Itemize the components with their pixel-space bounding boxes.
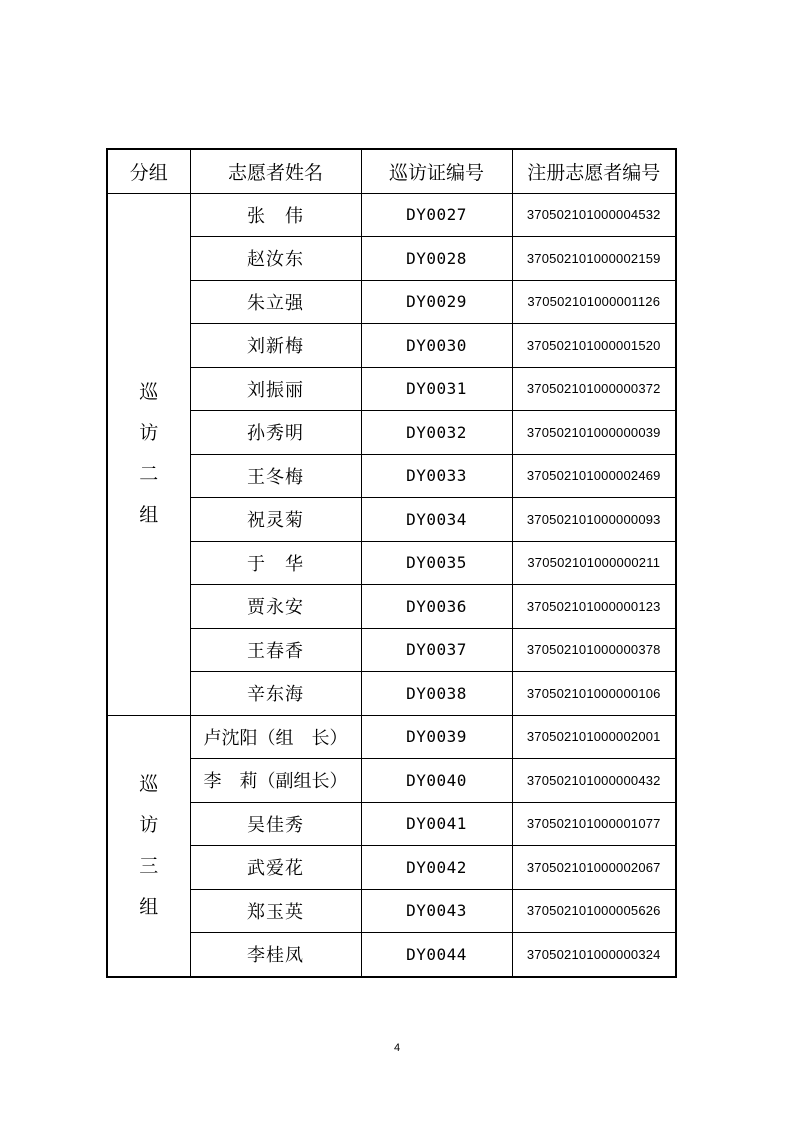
visit-card-number: DY0042	[361, 846, 512, 890]
table-row	[107, 585, 676, 629]
volunteer-name: 贾永安	[190, 585, 361, 629]
visit-card-number: DY0037	[361, 628, 512, 672]
table-row	[107, 237, 676, 281]
volunteer-name: 辛东海	[190, 672, 361, 716]
table-row	[107, 541, 676, 585]
registered-volunteer-number: 370502101000004532	[512, 193, 676, 237]
visit-card-number: DY0034	[361, 498, 512, 542]
roster-body	[107, 193, 676, 977]
registered-volunteer-number: 370502101000000123	[512, 585, 676, 629]
table-row	[107, 324, 676, 368]
visit-card-number: DY0032	[361, 411, 512, 455]
page-number: 4	[393, 1042, 401, 1054]
registered-volunteer-number: 370502101000001126	[512, 280, 676, 324]
registered-volunteer-number: 370502101000000093	[512, 498, 676, 542]
visit-card-number: DY0041	[361, 802, 512, 846]
table-row	[107, 759, 676, 803]
registered-volunteer-number: 370502101000000372	[512, 367, 676, 411]
table-row	[107, 411, 676, 455]
visit-card-number: DY0043	[361, 889, 512, 933]
group-label	[107, 193, 190, 715]
visit-card-number: DY0044	[361, 933, 512, 977]
volunteer-name: 王冬梅	[190, 454, 361, 498]
volunteer-name: 卢沈阳（组 长）	[190, 715, 361, 759]
table-row	[107, 193, 676, 237]
table-row	[107, 715, 676, 759]
volunteer-roster-table	[106, 148, 677, 978]
volunteer-name: 李 莉（副组长）	[190, 759, 361, 803]
visit-card-number: DY0028	[361, 237, 512, 281]
visit-card-number: DY0038	[361, 672, 512, 716]
volunteer-name: 朱立强	[190, 280, 361, 324]
visit-card-number: DY0040	[361, 759, 512, 803]
visit-card-number: DY0031	[361, 367, 512, 411]
volunteer-name: 刘振丽	[190, 367, 361, 411]
table-row	[107, 802, 676, 846]
registered-volunteer-number: 370502101000000432	[512, 759, 676, 803]
registered-volunteer-number: 370502101000001520	[512, 324, 676, 368]
registered-volunteer-number: 370502101000000324	[512, 933, 676, 977]
header-volunteer-name: 志愿者姓名	[190, 149, 361, 193]
group-label-char: 巡	[139, 772, 159, 795]
registered-volunteer-number: 370502101000001077	[512, 802, 676, 846]
group-label-char: 三	[139, 854, 159, 877]
volunteer-name: 于 华	[190, 541, 361, 585]
visit-card-number: DY0033	[361, 454, 512, 498]
visit-card-number: DY0029	[361, 280, 512, 324]
table-row	[107, 672, 676, 716]
volunteer-name: 郑玉英	[190, 889, 361, 933]
registered-volunteer-number: 370502101000002001	[512, 715, 676, 759]
group-label-char: 组	[139, 504, 159, 526]
visit-card-number: DY0039	[361, 715, 512, 759]
header-registered-volunteer-number: 注册志愿者编号	[512, 149, 676, 193]
table-row	[107, 454, 676, 498]
header-visit-card-number: 巡访证编号	[361, 149, 512, 193]
volunteer-name: 刘新梅	[190, 324, 361, 368]
registered-volunteer-number: 370502101000002469	[512, 454, 676, 498]
volunteer-name: 赵汝东	[190, 237, 361, 281]
group-label	[107, 715, 190, 977]
registered-volunteer-number: 370502101000000211	[512, 541, 676, 585]
group-label-char: 组	[139, 895, 159, 918]
table-row	[107, 933, 676, 977]
volunteer-name: 王春香	[190, 628, 361, 672]
visit-card-number: DY0035	[361, 541, 512, 585]
header-group: 分组	[107, 149, 190, 193]
volunteer-name: 武爱花	[190, 846, 361, 890]
table-row	[107, 367, 676, 411]
visit-card-number: DY0036	[361, 585, 512, 629]
volunteer-name: 祝灵菊	[190, 498, 361, 542]
table-row	[107, 280, 676, 324]
registered-volunteer-number: 370502101000005626	[512, 889, 676, 933]
volunteer-name: 孙秀明	[190, 411, 361, 455]
table-row	[107, 846, 676, 890]
group-label-char: 巡	[139, 381, 159, 403]
volunteer-name: 吴佳秀	[190, 802, 361, 846]
group-label-char: 二	[139, 463, 159, 485]
visit-card-number: DY0030	[361, 324, 512, 368]
registered-volunteer-number: 370502101000002067	[512, 846, 676, 890]
table-row	[107, 889, 676, 933]
registered-volunteer-number: 370502101000000106	[512, 672, 676, 716]
table-row	[107, 628, 676, 672]
registered-volunteer-number: 370502101000000039	[512, 411, 676, 455]
volunteer-name: 李桂凤	[190, 933, 361, 977]
visit-card-number: DY0027	[361, 193, 512, 237]
registered-volunteer-number: 370502101000000378	[512, 628, 676, 672]
registered-volunteer-number: 370502101000002159	[512, 237, 676, 281]
table-header-row	[107, 149, 676, 193]
group-label-char: 访	[139, 813, 159, 836]
group-label-char: 访	[139, 422, 159, 444]
volunteer-name: 张 伟	[190, 193, 361, 237]
table-row	[107, 498, 676, 542]
